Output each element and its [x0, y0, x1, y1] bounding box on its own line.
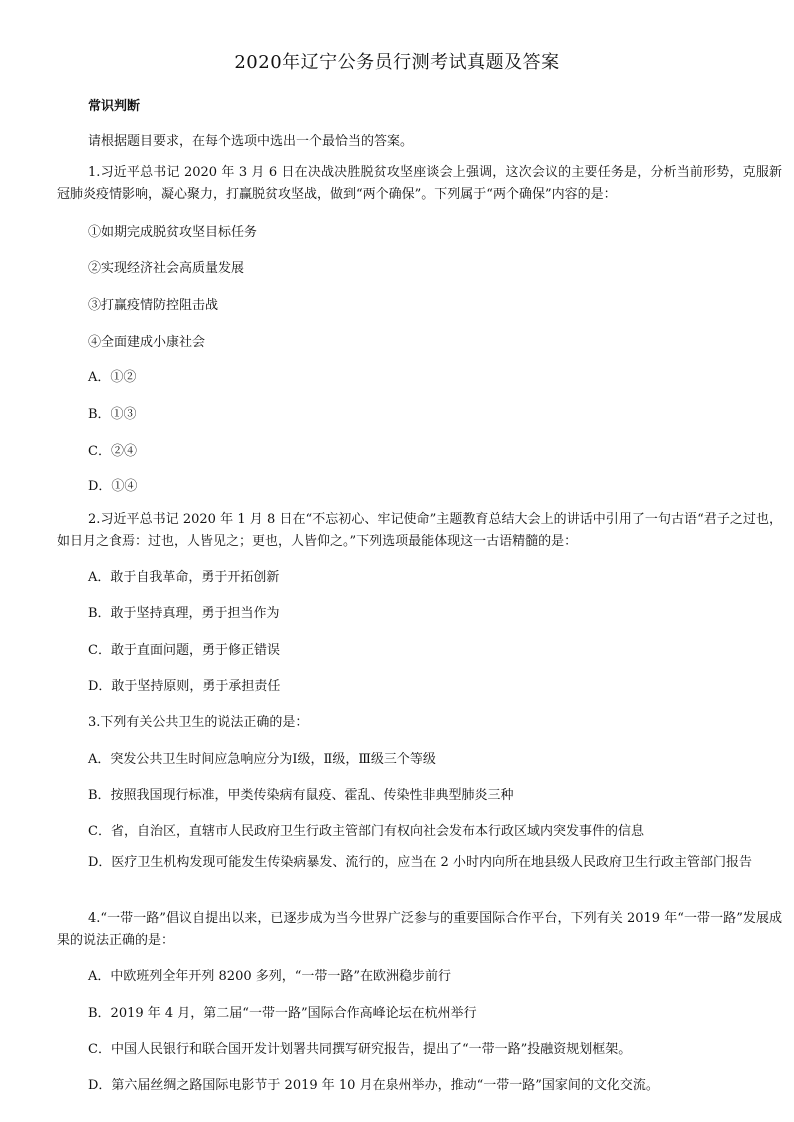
question-1-stem: 1.习近平总书记 2020 年 3 月 6 日在决战决胜脱贫攻坚座谈会上强调，这次会议的主要任务是，分析当前形势，克服新冠肺炎疫情影响，凝心聚力，打赢脱贫攻坚战，做到“两个确保”。下列属于“两个确保”内容的是： [57, 165, 782, 202]
question-1-option-a: A．①② [88, 370, 137, 385]
instruction-text: 请根据题目要求，在每个选项中选出一个最恰当的答案。 [88, 134, 414, 149]
question-3-option-d: D．医疗卫生机构发现可能发生传染病暴发、流行的，应当在 2 小时内向所在地县级人民政府卫生行政主管部门报告 [88, 855, 752, 870]
question-1-item-4: ④全面建成小康社会 [88, 335, 206, 350]
question-1-option-d: D．①④ [88, 479, 138, 494]
question-1-option-b: B．①③ [88, 407, 137, 422]
document-title: 2020年辽宁公务员行测考试真题及答案 [234, 52, 560, 73]
question-3-option-a: A．突发公共卫生时间应急响应分为Ⅰ级，Ⅱ级，Ⅲ级三个等级 [88, 752, 436, 767]
section-heading: 常识判断 [88, 99, 141, 114]
question-3-option-b: B．按照我国现行标准，甲类传染病有鼠疫、霍乱、传染性非典型肺炎三种 [88, 788, 514, 803]
question-4-stem: 4.“一带一路”倡议自提出以来，已逐步成为当今世界广泛参与的重要国际合作平台，下列有关 2019 年“一带一路”发展成果的说法正确的是： [57, 911, 782, 948]
question-1-item-2: ②实现经济社会高质量发展 [88, 261, 245, 276]
question-1-item-1: ①如期完成脱贫攻坚目标任务 [88, 225, 258, 240]
question-3-stem: 3.下列有关公共卫生的说法正确的是： [88, 715, 309, 730]
question-4-option-c: C．中国人民银行和联合国开发计划署共同撰写研究报告，提出了“一带一路”投融资规划框架。 [88, 1042, 632, 1057]
question-1-option-c: C．②④ [88, 444, 137, 459]
question-2-option-b: B．敢于坚持真理，勇于担当作为 [88, 606, 280, 621]
question-4-option-a: A．中欧班列全年开列 8200 多列，“一带一路”在欧洲稳步前行 [88, 969, 452, 984]
question-2-option-c: C．敢于直面问题，勇于修正错误 [88, 643, 280, 658]
question-3-option-c: C．省，自治区，直辖市人民政府卫生行政主管部门有权向社会发布本行政区域内突发事件的信息 [88, 824, 644, 839]
question-2-stem: 2.习近平总书记 2020 年 1 月 8 日在“不忘初心、牢记使命”主题教育总结大会上的讲话中引用了一句古语“君子之过也，如日月之食焉：过也，人皆见之；更也，人皆仰之。”下列选项最能体现这一古语精髓的是： [57, 512, 782, 549]
question-2-option-d: D．敢于坚持原则，勇于承担责任 [88, 679, 281, 694]
question-4-option-d: D．第六届丝绸之路国际电影节于 2019 年 10 月在泉州举办，推动“一带一路”国家间的文化交流。 [88, 1078, 659, 1093]
question-4-option-b: B．2019 年 4 月，第二届“一带一路”国际合作高峰论坛在杭州举行 [88, 1006, 477, 1021]
question-1-item-3: ③打赢疫情防控阻击战 [88, 298, 219, 313]
question-2-option-a: A．敢于自我革命，勇于开拓创新 [88, 570, 280, 585]
